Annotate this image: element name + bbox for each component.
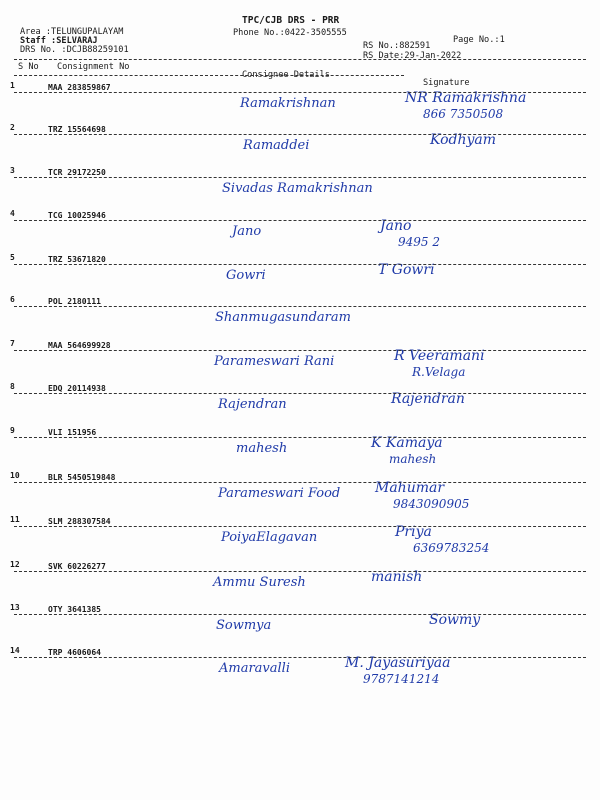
row-serial-number: 7 bbox=[10, 339, 15, 348]
list-item bbox=[0, 252, 600, 295]
row-divider bbox=[14, 393, 586, 394]
list-item bbox=[0, 514, 600, 557]
col-consignee-details: Consignee Details bbox=[242, 70, 330, 80]
list-item bbox=[0, 165, 600, 208]
consignment-number: MAA 564699928 bbox=[48, 341, 111, 350]
list-item bbox=[0, 559, 600, 602]
consignee-name: Parameswari Food bbox=[218, 486, 341, 501]
row-divider bbox=[14, 657, 586, 658]
drs-number: DRS No. :DCJB88259101 bbox=[20, 45, 129, 55]
list-item bbox=[0, 425, 600, 468]
list-item bbox=[0, 338, 600, 381]
row-serial-number: 5 bbox=[10, 253, 15, 262]
area-label: Area :TELUNGUPALAYAM bbox=[20, 27, 124, 37]
consignee-name: Sivadas Ramakrishnan bbox=[222, 181, 373, 196]
signature: NR Ramakrishna bbox=[405, 90, 527, 106]
signature: Rajendran bbox=[391, 391, 465, 407]
row-serial-number: 9 bbox=[10, 426, 15, 435]
row-serial-number: 4 bbox=[10, 209, 15, 218]
signature-note: 9843090905 bbox=[393, 497, 470, 511]
signature-note: 9787141214 bbox=[363, 672, 440, 686]
column-divider bbox=[14, 75, 404, 76]
row-divider bbox=[14, 306, 586, 307]
row-divider bbox=[14, 437, 586, 438]
list-item bbox=[0, 381, 600, 424]
row-serial-number: 12 bbox=[10, 560, 20, 569]
signature-note: 9495 2 bbox=[398, 235, 440, 249]
row-divider bbox=[14, 571, 586, 572]
signature: Kodhyam bbox=[430, 132, 497, 148]
consignee-name: Jano bbox=[232, 224, 262, 239]
row-serial-number: 1 bbox=[10, 81, 15, 90]
signature-note: 6369783254 bbox=[413, 541, 490, 555]
consignee-name: Ammu Suresh bbox=[213, 575, 306, 590]
consignee-name: Shanmugasundaram bbox=[215, 310, 351, 325]
consignment-number: OTY 3641385 bbox=[48, 605, 101, 614]
header-divider bbox=[14, 59, 586, 60]
row-divider bbox=[14, 220, 586, 221]
consignment-number: MAA 283859867 bbox=[48, 83, 111, 92]
consignment-number: TCR 29172250 bbox=[48, 168, 106, 177]
consignee-name: Ramakrishnan bbox=[240, 96, 336, 111]
consignee-name: PoiyaElagavan bbox=[221, 530, 318, 545]
row-serial-number: 2 bbox=[10, 123, 15, 132]
list-item bbox=[0, 645, 600, 688]
signature-note: R.Velaga bbox=[412, 365, 466, 379]
consignment-number: TRP 4606064 bbox=[48, 648, 101, 657]
consignee-name: Sowmya bbox=[216, 618, 272, 633]
list-item bbox=[0, 602, 600, 645]
consignment-number: POL 2180111 bbox=[48, 297, 101, 306]
row-divider bbox=[14, 526, 586, 527]
row-divider bbox=[14, 482, 586, 483]
row-serial-number: 13 bbox=[10, 603, 20, 612]
consignee-name: mahesh bbox=[236, 441, 288, 456]
signature-note: 866 7350508 bbox=[423, 107, 504, 121]
signature-note: mahesh bbox=[389, 452, 437, 466]
list-item bbox=[0, 294, 600, 337]
signature: K Kamaya bbox=[371, 435, 443, 451]
document-title: TPC/CJB DRS - PRR bbox=[242, 15, 340, 26]
consignee-name: Parameswari Rani bbox=[214, 354, 335, 369]
list-item bbox=[0, 122, 600, 165]
consignee-name: Gowri bbox=[226, 268, 266, 283]
row-serial-number: 14 bbox=[10, 646, 20, 655]
list-item bbox=[0, 208, 600, 251]
signature: Priya bbox=[395, 524, 432, 540]
row-divider bbox=[14, 92, 586, 93]
rs-number: RS No.:882591 bbox=[363, 41, 431, 51]
consignment-number: BLR 5450519848 bbox=[48, 473, 116, 482]
list-item bbox=[0, 470, 600, 513]
row-serial-number: 3 bbox=[10, 166, 15, 175]
signature: R Veeramani bbox=[394, 348, 485, 364]
row-divider bbox=[14, 264, 586, 265]
col-consignment-no: Consignment No bbox=[57, 62, 130, 72]
signature: M. Jayasuriyaa bbox=[345, 655, 451, 671]
signature: Sowmy bbox=[429, 612, 481, 628]
signature: manish bbox=[371, 569, 423, 585]
rs-date: RS Date:29-Jan-2022 bbox=[363, 51, 462, 61]
consignee-name: Amaravalli bbox=[219, 661, 290, 676]
signature: T Gowri bbox=[378, 262, 435, 278]
col-s-no: S No bbox=[18, 62, 39, 72]
phone-number: Phone No.:0422-3505555 bbox=[233, 28, 347, 38]
list-item bbox=[0, 80, 600, 123]
consignment-number: TRZ 15564698 bbox=[48, 125, 106, 134]
staff-label: Staff :SELVARAJ bbox=[20, 36, 98, 46]
consignment-number: TRZ 53671820 bbox=[48, 255, 106, 264]
consignment-number: SLM 288307584 bbox=[48, 517, 111, 526]
signature: Mahumar bbox=[375, 480, 445, 496]
row-serial-number: 8 bbox=[10, 382, 15, 391]
row-divider bbox=[14, 614, 586, 615]
signature: Jano bbox=[380, 218, 412, 234]
row-serial-number: 11 bbox=[10, 515, 20, 524]
row-divider bbox=[14, 134, 586, 135]
row-divider bbox=[14, 177, 586, 178]
row-serial-number: 10 bbox=[10, 471, 20, 480]
consignment-number: EDQ 20114938 bbox=[48, 384, 106, 393]
col-signature: Signature bbox=[423, 78, 470, 88]
consignment-number: TCG 10025946 bbox=[48, 211, 106, 220]
page-number: Page No.:1 bbox=[453, 35, 505, 45]
consignee-name: Ramaddei bbox=[243, 138, 310, 153]
consignment-number: SVK 60226277 bbox=[48, 562, 106, 571]
consignment-number: VLI 151956 bbox=[48, 428, 97, 437]
row-divider bbox=[14, 350, 586, 351]
consignee-name: Rajendran bbox=[218, 397, 287, 412]
row-serial-number: 6 bbox=[10, 295, 15, 304]
